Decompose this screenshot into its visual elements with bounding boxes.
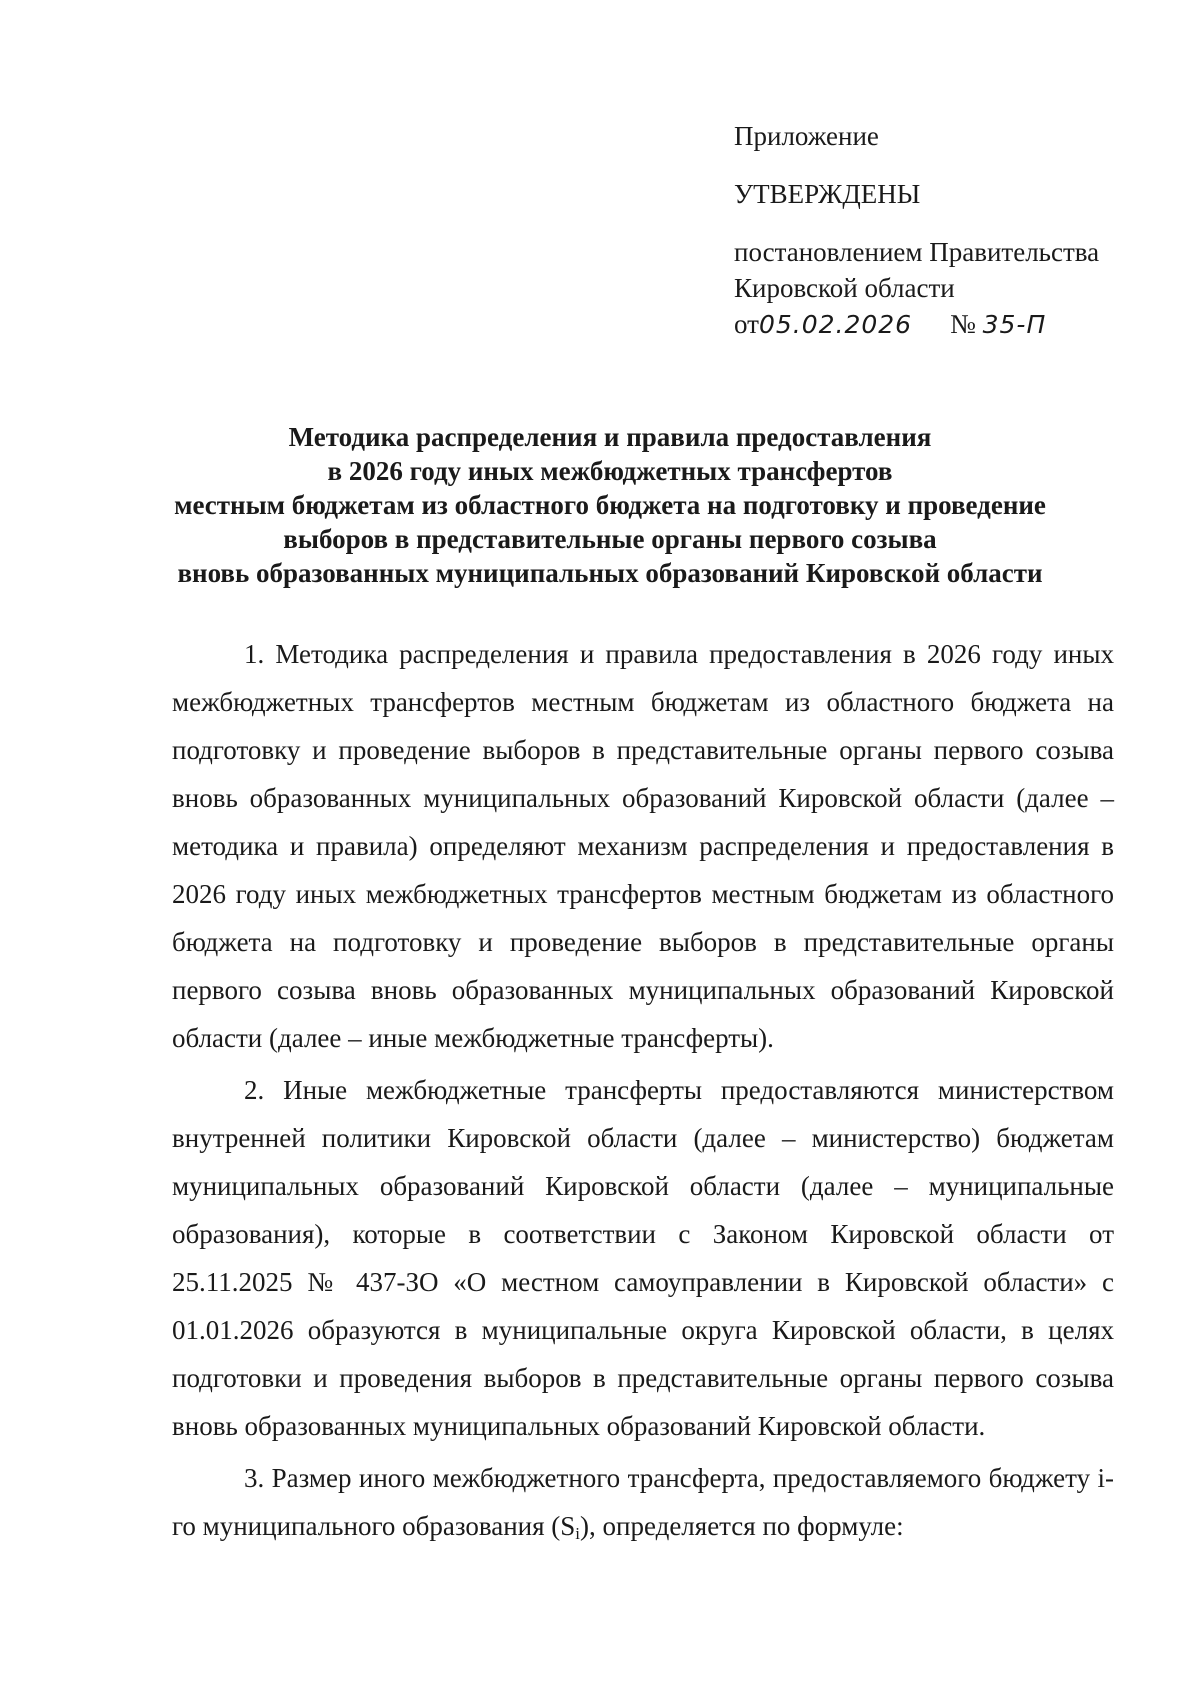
paragraph-1: 1. Методика распределения и правила предоставления в 2026 году иных межбюджетных трансфертов местным бюджетам из областного бюджета на подготовку и проведение выборов в представительные органы первого созыва вновь образованных муниципальных образований Кировской области (далее – методика и правила) определяют механизм распределения и предоставления в 2026 году иных межбюджетных трансфертов местным бюджетам из областного бюджета на подготовку и проведение выборов в представительные органы первого созыва вновь образованных муниципальных образований Кировской области (далее – иные межбюджетные трансферты). [172, 639, 1114, 1053]
number-prefix: № [950, 309, 976, 339]
date-prefix: от [734, 309, 759, 339]
handwritten-number: 35-П [982, 310, 1047, 339]
title-line: местным бюджетам из областного бюджета на подготовку и проведение [174, 490, 1046, 520]
resolution-line-1: постановлением Правительства [734, 237, 1100, 267]
appendix-label: Приложение [734, 121, 879, 151]
title-line: выборов в представительные органы первого созыва [283, 524, 937, 554]
title-line: вновь образованных муниципальных образований Кировской области [177, 558, 1043, 588]
paragraph-3-text-end: ), определяется по формуле: [580, 1511, 904, 1541]
title-line: в 2026 году иных межбюджетных трансфертов [327, 456, 893, 486]
document-body [172, 630, 1114, 1552]
approval-block [734, 118, 1154, 343]
subscript-i: i [575, 1524, 581, 1543]
title-line: Методика распределения и правила предоставления [288, 422, 932, 452]
handwritten-date: 05.02.2026 [758, 310, 913, 339]
date-number-line [734, 306, 1154, 343]
paragraph-3-text: 3. Размер иного межбюджетного трансферта, предоставляемого бюджету i-го муниципального образования (S [172, 1463, 1114, 1541]
resolution-line-2: Кировской области [734, 273, 955, 303]
paragraph-3 [172, 1454, 1114, 1550]
approved-label: УТВЕРЖДЕНЫ [734, 179, 921, 209]
paragraph-2: 2. Иные межбюджетные трансферты предоставляются министерством внутренней политики Кировской области (далее – министерство) бюджетам муниципальных образований Кировской области (далее – муниципальные образования), которые в соответствии с Законом Кировской области от 25.11.2025 № 437-ЗО «О местном самоуправлении в Кировской области» с 01.01.2026 образуются в муниципальные округа Кировской области, в целях подготовки и проведения выборов в представительные органы первого созыва вновь образованных муниципальных образований Кировской области. [172, 1075, 1114, 1441]
document-title [140, 420, 1080, 590]
